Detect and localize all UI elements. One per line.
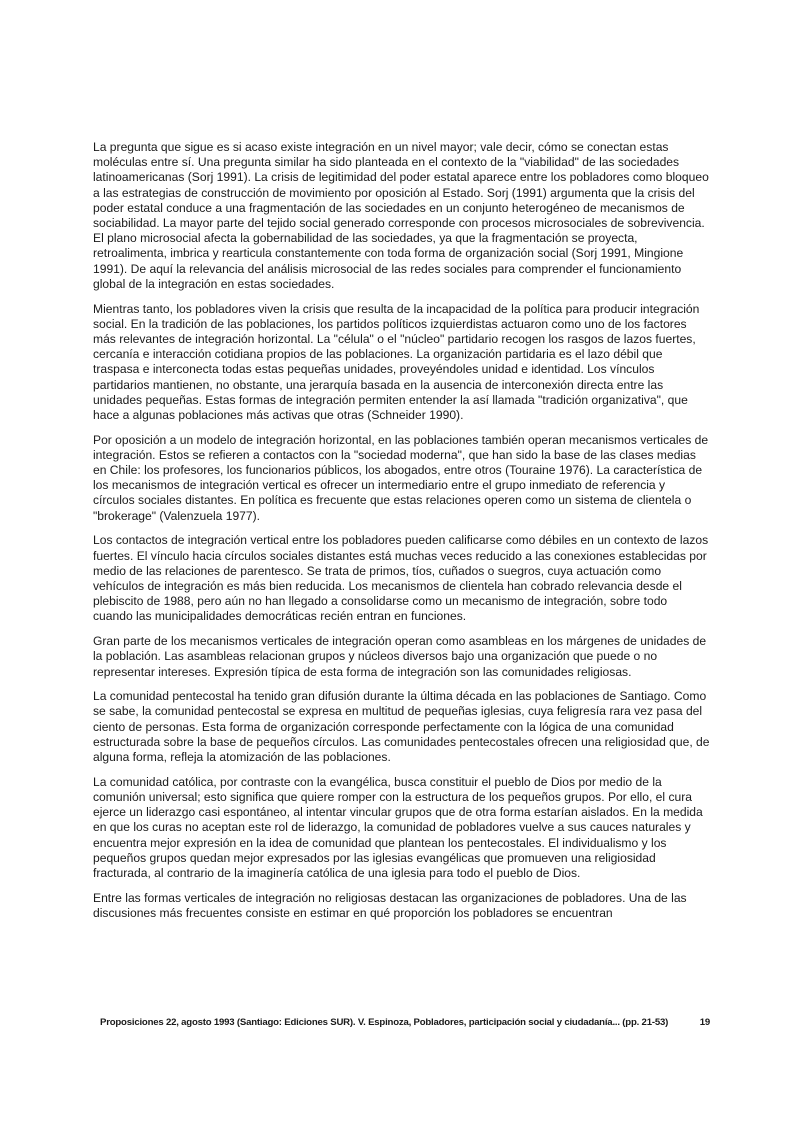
paragraph: Los contactos de integración vertical entre los pobladores pueden calificarse como débiles en un contexto de lazos fuertes. El vínculo hacia círculos sociales distantes está muchas veces reducido a las conexiones establecidas por medio de las relaciones de parentesco. Se trata de primos, tíos, cuñados o suegros, cuya actuación como vehículos de integración es más bien reducida. Los mecanismos de clientela han cobrado relevancia desde el plebiscito de 1988, pero aún no han llegado a consolidarse como un mecanismo de integración, sobre todo cuando las municipalidades democráticas recién entran en funciones.	[93, 533, 709, 624]
page-number: 19	[699, 1017, 710, 1028]
paragraph: Gran parte de los mecanismos verticales de integración operan como asambleas en los márgenes de unidades de la población. Las asambleas relacionan grupos y núcleos diversos bajo una organización que puede o no representar intereses. Expresión típica de esta forma de integración son las comunidades religiosas.	[93, 634, 707, 679]
paragraph: Mientras tanto, los pobladores viven la crisis que resulta de la incapacidad de la política para producir integración social. En la tradición de las poblaciones, los partidos políticos izquierdistas actuaron como uno de los factores más relevantes de integración horizontal. La "célula" o el "núcleo" partidario recogen los rasgos de lazos fuertes, cercanía e interacción cotidiana propios de las poblaciones. La organización partidaria es el lazo débil que traspasa e interconecta todas estas pequeñas unidades, proveyéndoles unidad e identidad. Los vínculos partidarios mantienen, no obstante, una jerarquía basada en la ausencia de interconexión directa entre las unidades pequeñas. Estas formas de integración permiten entender la así llamada "tradición organizativa", que hace a algunas poblaciones más activas que otras (Schneider 1990).	[93, 301, 700, 422]
paragraph: Por oposición a un modelo de integración horizontal, en las poblaciones también operan mecanismos verticales de integración. Estos se refieren a contactos con la "sociedad moderna", que han sido la base de las clases medias en Chile: los profesores, los funcionarios públicos, los abogados, entre otros (Touraine 1976). La característica de los mecanismos de integración vertical es ofrecer un intermediario entre el grupo inmediato de referencia y círculos sociales distantes. En política es frecuente que estas relaciones operen como un sistema de clientela o "brokerage" (Valenzuela 1977).	[93, 432, 709, 523]
paragraph: La pregunta que sigue es si acaso existe integración en un nivel mayor; vale decir, cómo se conectan estas moléculas entre sí. Una pregunta similar ha sido planteada en el contexto de la "viabilidad" de las sociedades latinoamericanas (Sorj 1991). La crisis de legitimidad del poder estatal aparece entre los pobladores como bloqueo a las estrategias de construcción de movimiento por oposición al Estado. Sorj (1991) argumenta que la crisis del poder estatal conduce a una fragmentación de las sociedades en un conjunto heterogéneo de mecanismos de sociabilidad. La mayor parte del tejido social generado corresponde con procesos microsociales de sobrevivencia. El plano microsocial afecta la gobernabilidad de las sociedades, ya que la fragmentación se proyecta, retroalimenta, imbrica y rearticula constantemente con toda forma de organización social (Sorj 1991, Mingione 1991). De aquí la relevancia del análisis microsocial de las redes sociales para comprender el funcionamiento global de la integración en estas sociedades.	[93, 140, 709, 291]
paragraph: Entre las formas verticales de integración no religiosas destacan las organizaciones de pobladores. Una de las discusiones más frecuentes consiste en estimar en qué proporción los pobladores se encuentran	[93, 890, 687, 920]
paragraph: La comunidad católica, por contraste con la evangélica, busca constituir el pueblo de Dios por medio de la comunión universal; esto significa que quiere romper con la estructura de los pequeños grupos. Por ello, el cura ejerce un liderazgo casi espontáneo, al intentar vincular grupos que de otra forma estarían aislados. En la medida en que los curas no aceptan este rol de liderazgo, la comunidad de pobladores vuelve a sus cauces naturales y encuentra mejor expresión en la idea de comunidad que plantean los pentecostales. El individualismo y los pequeños grupos quedan mejor expresados por las iglesias evangélicas que promueven una religiosidad fracturada, al contrario de la imaginería católica de una iglesia para todo el pueblo de Dios.	[93, 774, 703, 880]
footer-citation: Proposiciones 22, agosto 1993 (Santiago: Ediciones SUR). V. Espinoza, Pobladores, participación social y ciudadanía... (pp. 21-53)	[100, 1017, 669, 1028]
page-footer	[100, 1017, 710, 1028]
paragraph: La comunidad pentecostal ha tenido gran difusión durante la última década en las poblaciones de Santiago. Como se sabe, la comunidad pentecostal se expresa en multitud de pequeñas iglesias, cuya feligresía rara vez pasa del ciento de personas. Esta forma de organización corresponde perfectamente con la lógica de una comunidad estructurada sobre la base de pequeños círculos. Las comunidades pentecostales ofrecen una religiosidad que, de alguna forma, refleja la atomización de las poblaciones.	[93, 689, 710, 765]
document-body	[93, 140, 710, 931]
